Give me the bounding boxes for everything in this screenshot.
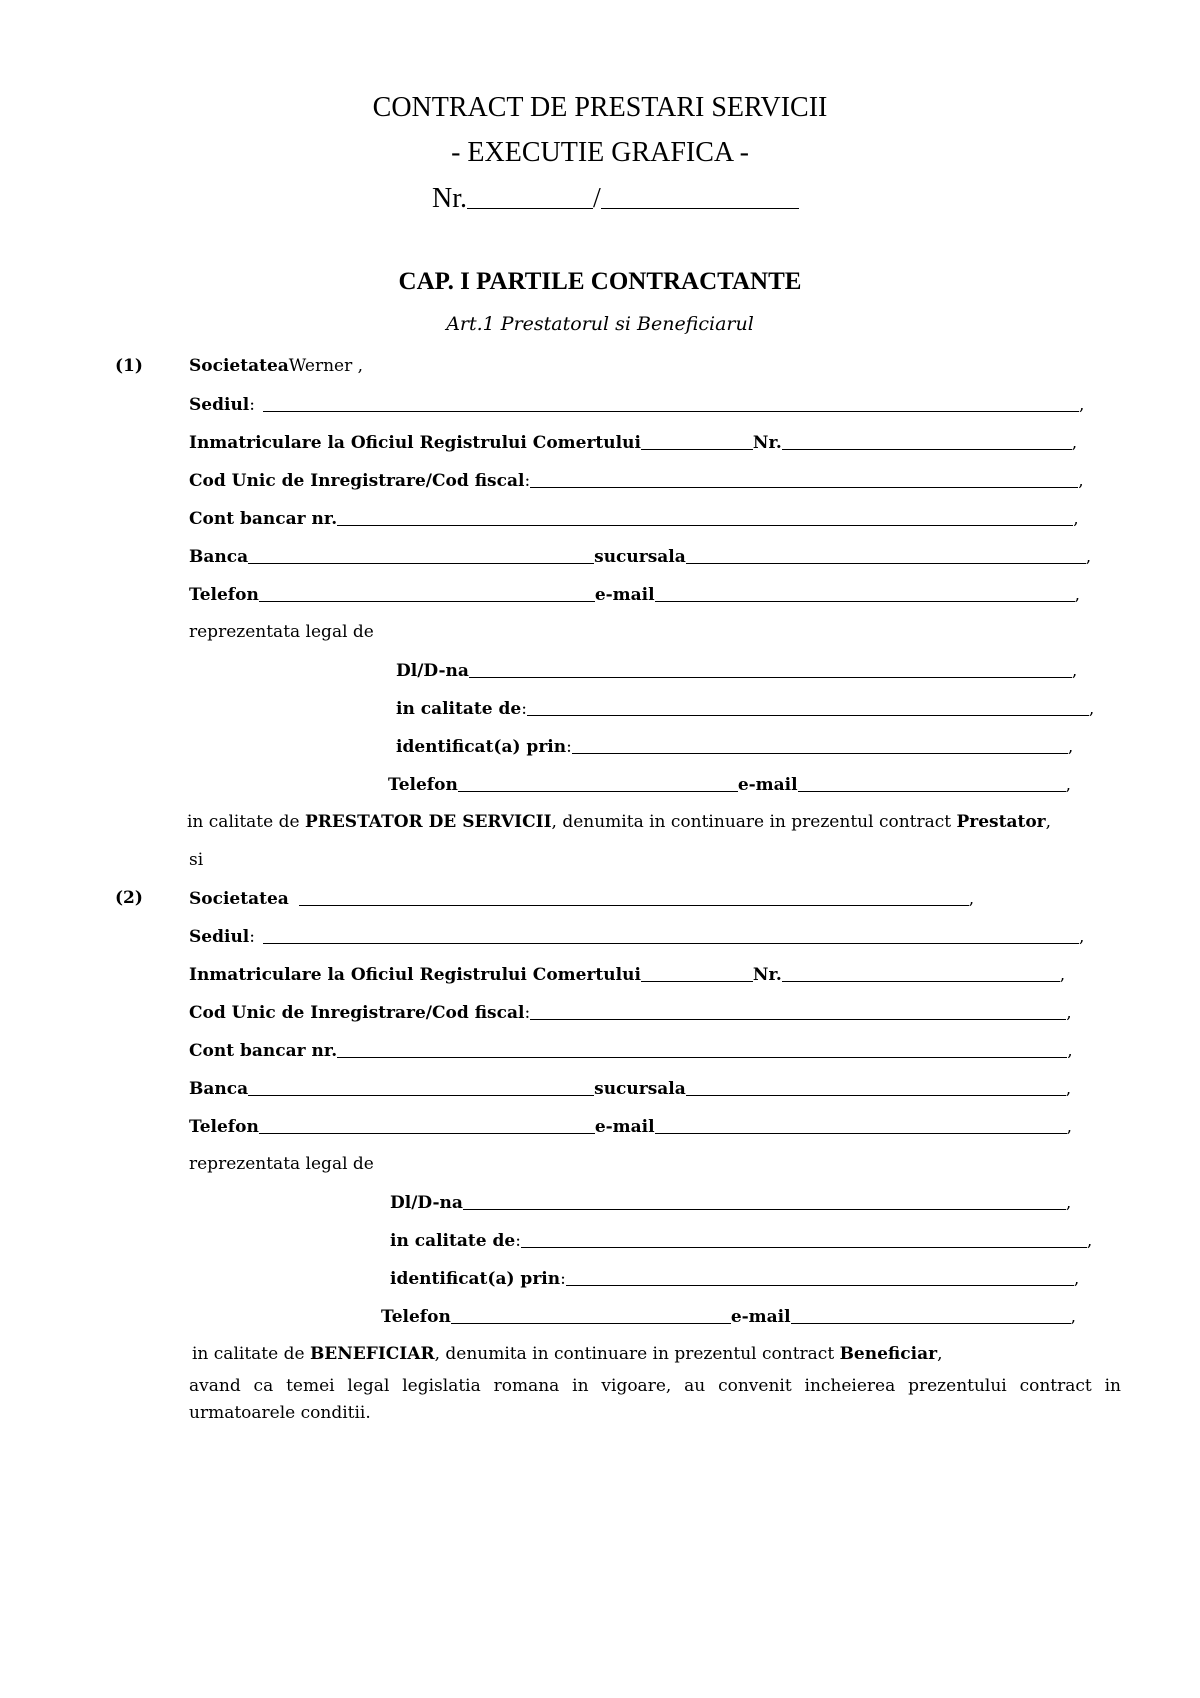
date-blank[interactable] [601, 193, 799, 209]
rep-id-label: identificat(a) prin [390, 1269, 561, 1289]
party1-number: (1) [115, 356, 143, 376]
party1-company-row [189, 356, 363, 376]
cui-blank[interactable] [530, 472, 1078, 488]
contract-title: CONTRACT DE PRESTARI SERVICII [372, 92, 828, 123]
party2-company-row: Societatea , [189, 889, 975, 909]
party1-banca-row: Banca sucursala , [189, 547, 1092, 567]
rep-tel-label: Telefon [388, 775, 458, 795]
cont-label: Cont bancar nr. [189, 509, 338, 529]
party1-telefon-row: Telefon e-mail , [189, 585, 1081, 605]
cui-label: Cod Unic de Inregistrare/Cod fiscal [189, 471, 525, 491]
nr-separator: / [593, 183, 601, 214]
chapter-title: CAP. I PARTILE CONTRACTANTE [398, 268, 802, 295]
rep-tel-label: Telefon [381, 1307, 451, 1327]
party2-telefon-row: Telefon e-mail , [189, 1117, 1073, 1137]
party2-rep-name-row: Dl/D-na , [390, 1193, 1072, 1213]
banca-label: Banca [189, 1079, 249, 1099]
rep-id-label: identificat(a) prin [396, 737, 567, 757]
party2-reg-row: Inmatriculare la Oficiul Registrului Comertului Nr. , [189, 965, 1066, 985]
party1-rep-name-row: Dl/D-na , [396, 661, 1078, 681]
party2-cont-row: Cont bancar nr. , [189, 1041, 1073, 1061]
company-label: Societatea [189, 889, 289, 909]
party2-rep-role-row: in calitate de : , [390, 1231, 1093, 1251]
reg-nr-blank[interactable] [782, 434, 1072, 450]
cui-blank[interactable] [530, 1004, 1066, 1020]
company-label: Societatea [189, 356, 289, 376]
sucursala-label: sucursala [594, 1079, 686, 1099]
sucursala-blank[interactable] [686, 548, 1086, 564]
role-name: PRESTATOR DE SERVICII [304, 812, 552, 832]
reg-blank[interactable] [641, 434, 753, 450]
rep-email-blank[interactable] [791, 1308, 1071, 1324]
email-label: e-mail [594, 1117, 655, 1137]
rep-id-blank[interactable] [572, 738, 1068, 754]
rep-role-blank[interactable] [527, 700, 1089, 716]
banca-label: Banca [189, 547, 249, 567]
nr-label: Nr. [432, 183, 467, 214]
sediu-label: Sediul [189, 395, 250, 415]
reg-nr-label: Nr. [752, 965, 782, 985]
reg-label: Inmatriculare la Oficiul Registrului Comertului [189, 965, 641, 985]
party2-rep-tel-row: Telefon e-mail , [381, 1307, 1077, 1327]
party1-rep-tel-row: Telefon e-mail , [388, 775, 1072, 795]
rep-name-blank[interactable] [469, 662, 1072, 678]
rep-tel-blank[interactable] [451, 1308, 731, 1324]
article-title: Art.1 Prestatorul si Beneficiarul [446, 313, 754, 335]
email-blank[interactable] [655, 1118, 1067, 1134]
reg-label: Inmatriculare la Oficiul Registrului Comertului [189, 433, 641, 453]
party1-cont-row: Cont bancar nr. , [189, 509, 1079, 529]
role-short: Beneficiar [839, 1344, 938, 1364]
closing-paragraph: avand ca temei legal legislatia romana in vigoare, au convenit incheierea prezentului contract in urmatoarele conditii. [189, 1376, 1121, 1423]
sucursala-blank[interactable] [686, 1080, 1066, 1096]
rep-email-label: e-mail [737, 775, 798, 795]
rep-role-label: in calitate de [390, 1231, 516, 1251]
party1-rep-label: reprezentata legal de [189, 622, 374, 642]
telefon-blank[interactable] [259, 586, 595, 602]
contract-subtitle: - EXECUTIE GRAFICA - [451, 137, 749, 168]
party1-cui-row: Cod Unic de Inregistrare/Cod fiscal : , [189, 471, 1084, 491]
rep-tel-blank[interactable] [458, 776, 738, 792]
sediu-blank[interactable] [263, 928, 1079, 944]
rep-role-label: in calitate de [396, 699, 522, 719]
banca-blank[interactable] [248, 1080, 594, 1096]
telefon-label: Telefon [189, 585, 259, 605]
party1-sediu-row: Sediul : , [189, 395, 1085, 415]
reg-nr-label: Nr. [752, 433, 782, 453]
contract-number-line [432, 183, 799, 215]
party2-number: (2) [115, 888, 143, 908]
party2-banca-row: Banca sucursala , [189, 1079, 1072, 1099]
email-blank[interactable] [655, 586, 1075, 602]
telefon-label: Telefon [189, 1117, 259, 1137]
email-label: e-mail [594, 585, 655, 605]
rep-name-blank[interactable] [463, 1194, 1066, 1210]
company-blank[interactable] [299, 890, 969, 906]
role-name: BENEFICIAR [309, 1344, 435, 1364]
cont-blank[interactable] [337, 1042, 1067, 1058]
rep-email-blank[interactable] [798, 776, 1066, 792]
cui-label: Cod Unic de Inregistrare/Cod fiscal [189, 1003, 525, 1023]
party2-sediu-row: Sediul : , [189, 927, 1085, 947]
sucursala-label: sucursala [594, 547, 686, 567]
sediu-label: Sediul [189, 927, 250, 947]
nr-blank[interactable] [467, 193, 593, 209]
rep-email-label: e-mail [730, 1307, 791, 1327]
party2-rep-label: reprezentata legal de [189, 1154, 374, 1174]
sediu-blank[interactable] [263, 396, 1079, 412]
banca-blank[interactable] [248, 548, 594, 564]
cont-label: Cont bancar nr. [189, 1041, 338, 1061]
cont-blank[interactable] [337, 510, 1073, 526]
rep-name-label: Dl/D-na [390, 1193, 463, 1213]
party1-rep-role-row: in calitate de : , [396, 699, 1095, 719]
telefon-blank[interactable] [259, 1118, 595, 1134]
rep-name-label: Dl/D-na [396, 661, 469, 681]
party1-reg-row: Inmatriculare la Oficiul Registrului Comertului Nr. , [189, 433, 1078, 453]
reg-nr-blank[interactable] [782, 966, 1060, 982]
party2-rep-id-row: identificat(a) prin : , [390, 1269, 1080, 1289]
party2-role-line: in calitate de BENEFICIAR, denumita in continuare in prezentul contract Beneficiar, [192, 1344, 943, 1364]
role-short: Prestator [956, 812, 1046, 832]
company-value: Werner , [288, 356, 364, 376]
rep-role-blank[interactable] [521, 1232, 1087, 1248]
rep-id-blank[interactable] [566, 1270, 1074, 1286]
party1-role-line: in calitate de PRESTATOR DE SERVICII, denumita in continuare in prezentul contract Prestator, [187, 812, 1052, 832]
conjunction-si: si [189, 850, 204, 870]
party1-rep-id-row: identificat(a) prin : , [396, 737, 1074, 757]
reg-blank[interactable] [641, 966, 753, 982]
party2-cui-row: Cod Unic de Inregistrare/Cod fiscal : , [189, 1003, 1072, 1023]
